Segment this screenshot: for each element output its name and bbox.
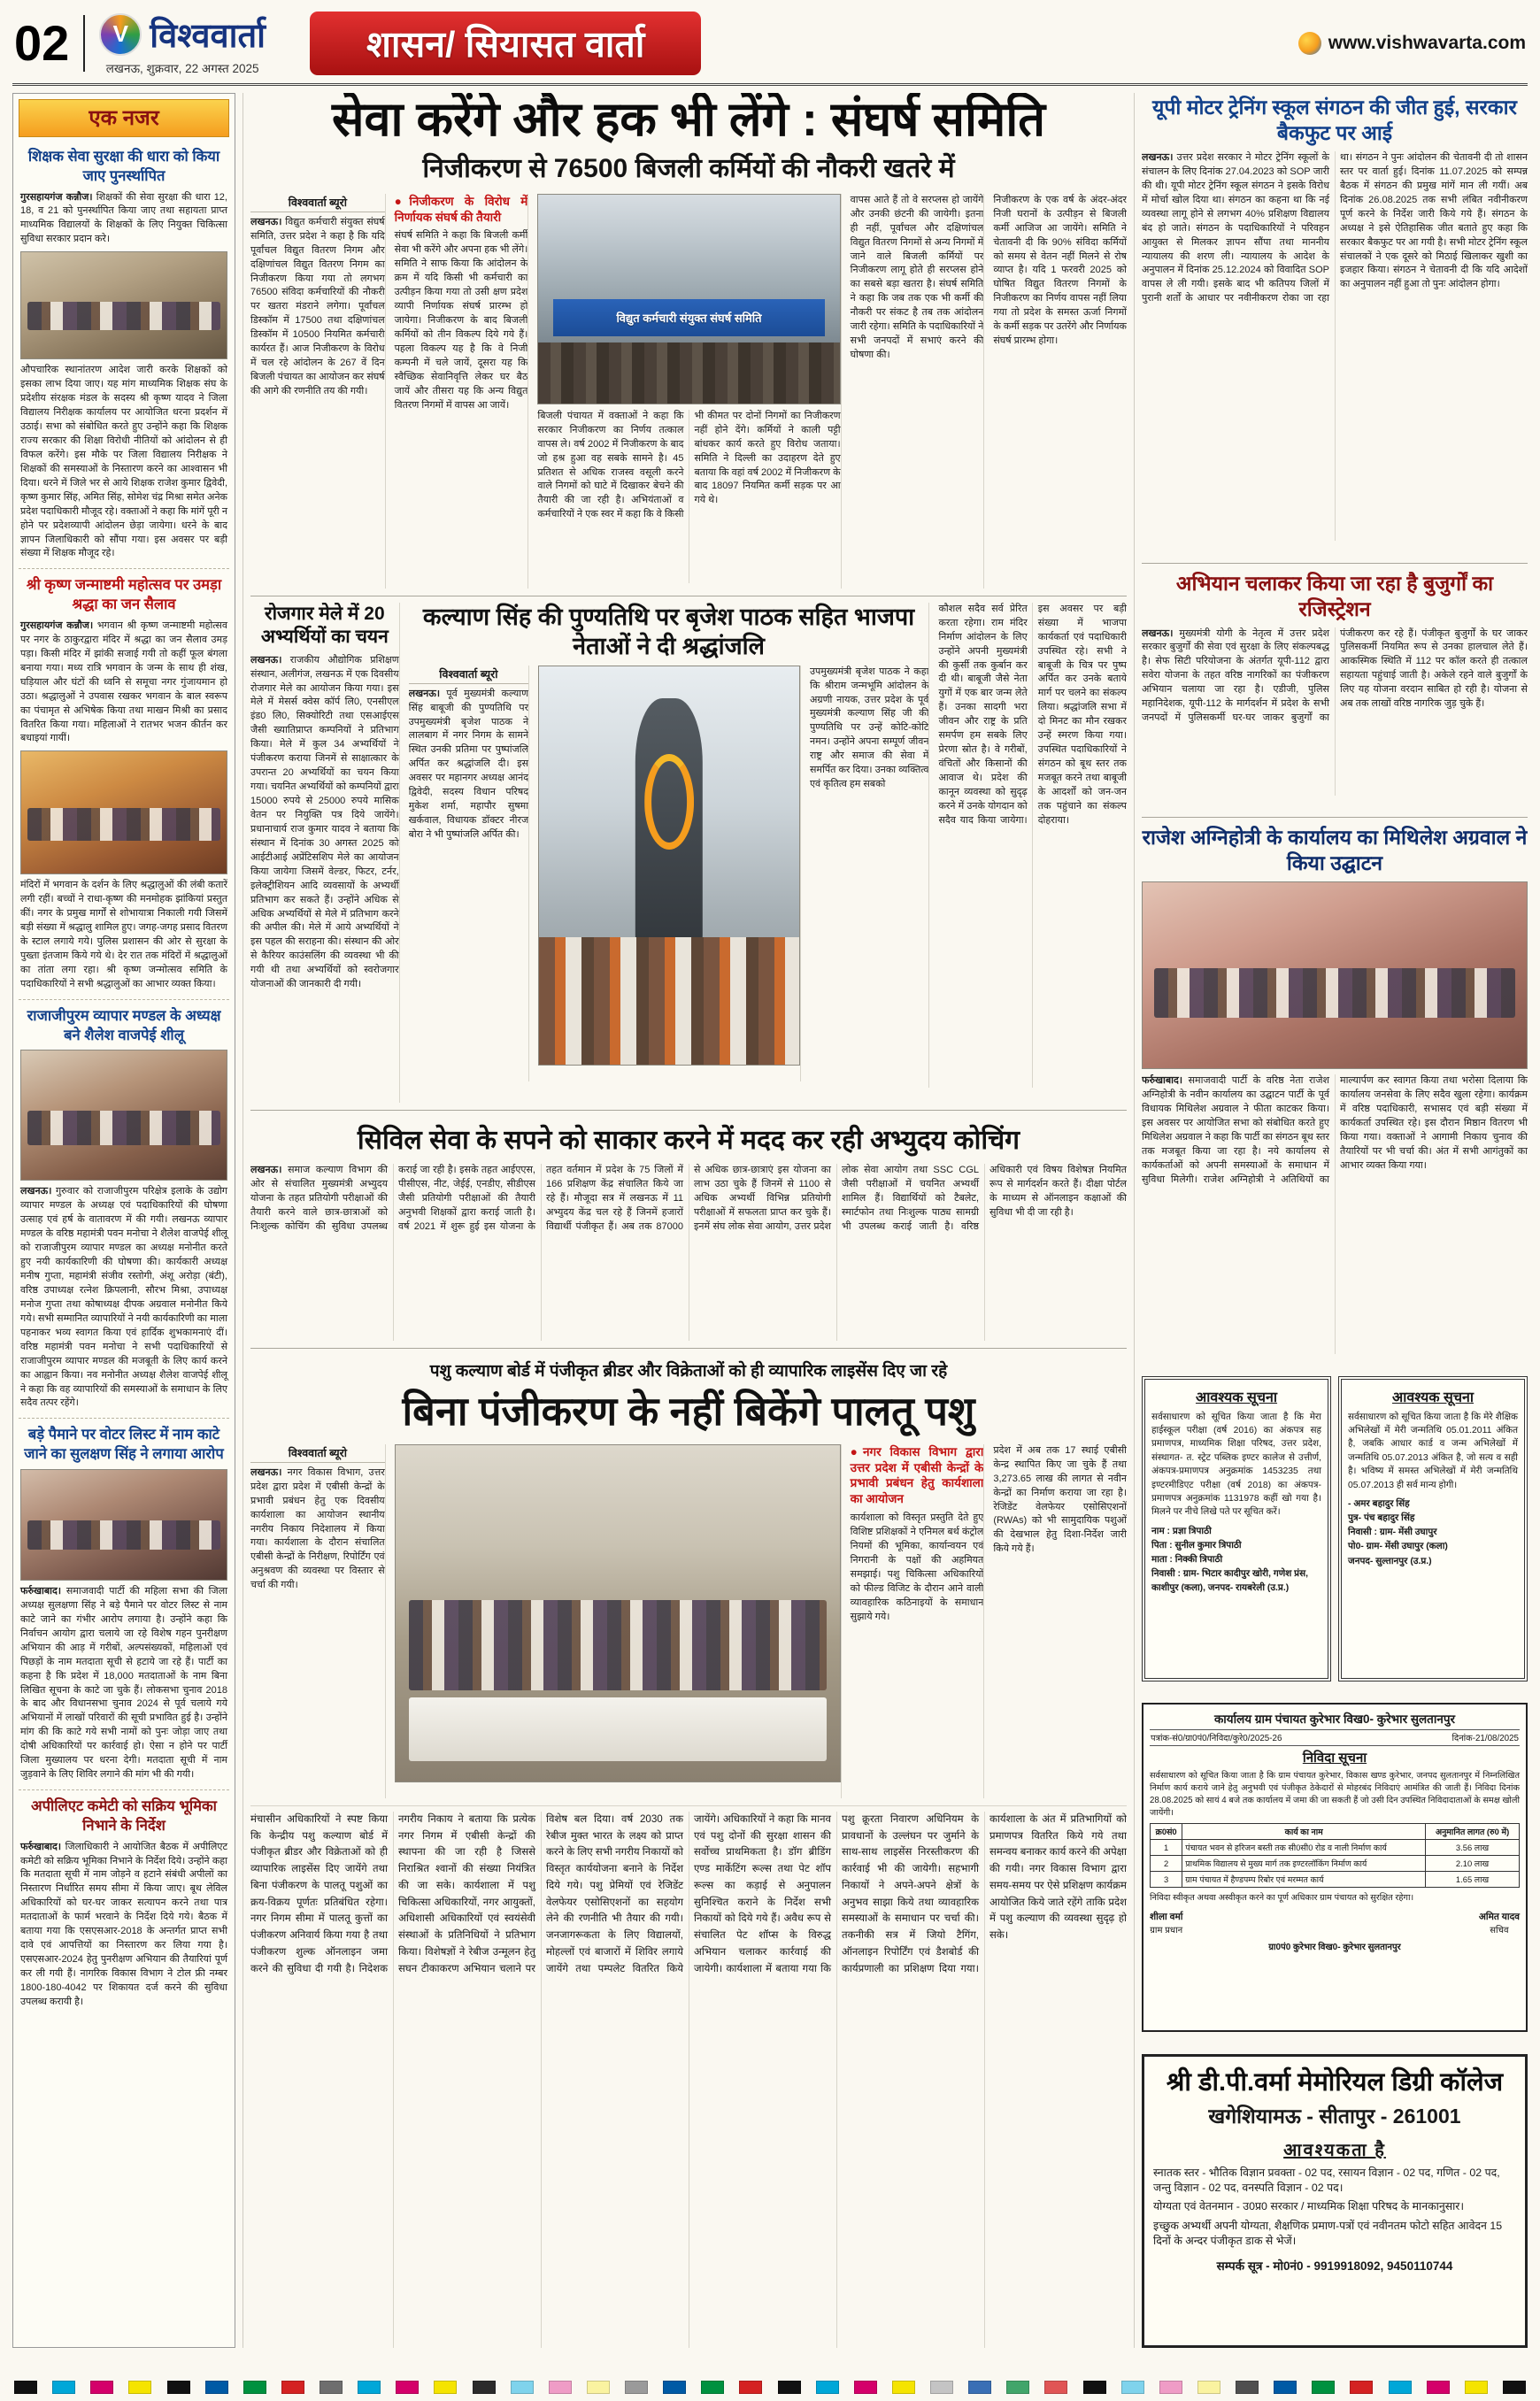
color-swatch — [968, 2381, 991, 2394]
photo-people-row — [1154, 968, 1515, 1019]
photo-abc-workshop-meeting — [395, 1444, 841, 1782]
color-swatch — [854, 2381, 877, 2394]
notice-line: माता : निक्की त्रिपाठी — [1151, 1555, 1223, 1566]
article-text-block — [1142, 1074, 1528, 1354]
color-swatch — [892, 2381, 915, 2394]
article-text: भगवान श्री कृष्ण जन्माष्टमी महोत्सव पर नगर के ठाकुरद्वारा मंदिर में श्रद्धा का जन सैलाव उमड़ पड़ा। किसी मंदिर में झांकी सजाई गयी तो कहीं फूल बंगला बनाया गया। मध्य रात्रि भगवान के जन्म के साथ ही शंख, घड़ियाल और घंटों की ध्वनि से समूचा नगर गुंजायमान हो उठा। श्रद्धालुओं ने उपवास रखकर भगवान के बाल स्वरूप का पंचामृत से अभिषेक किया तथा माखन मिश्री का प्रसाद वितरित किया गया। महिलाओं ने रातभर भजन कीर्तन कर बधाइयां गायीं। — [20, 619, 227, 744]
article-headline: अभियान चलाकर किया जा रहा है बुजुर्गों का रजिस्ट्रेशन — [1175, 571, 1494, 620]
kalyan-column-right — [800, 666, 928, 1081]
main-section — [243, 93, 1135, 2348]
color-swatch — [320, 2381, 343, 2394]
lead-photo-block — [527, 194, 840, 589]
office-inauguration-story — [1142, 817, 1528, 1354]
protest-banner-text: विद्युत कर्मचारी संयुक्त संघर्ष समिति — [616, 312, 762, 325]
table-cell: पंचायत भवन से हरिजन बस्ती तक सी0सी0 रोड व नाली निर्माण कार्य — [1182, 1840, 1426, 1856]
ad-requirement-line: योग्यता एवं वेतनमान - उ0प्र0 सरकार / माध्यमिक शिक्षा परिषद के मानकानुसार। — [1153, 2200, 1465, 2213]
pashu-photo-block — [385, 1444, 841, 1798]
photo-janmashtami-crowd — [20, 750, 227, 874]
dateline: लखनऊ। — [250, 216, 282, 227]
color-swatch — [128, 2381, 151, 2394]
article-text: नगर विकास विभाग, उत्तर प्रदेश द्वारा प्रदेश में एबीसी केन्द्रों के प्रभावी प्रबंधन हेतु एक दिवसीय कार्यशाला का आयोजन स्थानीय नगरीय निकाय निदेशालय में किया गया। कार्यशाला के दौरान संचालित एबीसी केन्द्रों के निरीक्षण, रिपोर्टिंग एवं अनुश्रवण की व्यवस्था पर विस्तार से चर्चा की गयी। — [250, 1466, 385, 1591]
color-swatch — [1121, 2381, 1144, 2394]
notice-line: पिता : सुनील कुमार त्रिपाठी — [1151, 1540, 1242, 1551]
pashu-body-bottom: मंचासीन अधिकारियों ने स्पष्ट किया कि केन्द्रीय पशु कल्याण बोर्ड में पंजीकृत ब्रीडर और विक्रेताओं को ही व्यापारिक लाइसेंस दिए जायेंगे तथा बिना पंजीकरण के पालतू पशुओं का क्रय-विक्रय पूर्णतः प्रतिबंधित रहेगा। नगर निगम सीमा में पालतू कुत्तों का पंजीकरण अनिवार्य किया गया है तथा पंजीकरण शुल्क ऑनलाइन जमा करने की सुविधा दी गयी है। निदेशक नगरीय निकाय ने बताया कि प्रत्येक नगर निगम में एबीसी केन्द्रों की स्थापना की जा रही है जिससे निराश्रित श्वानों की संख्या नियंत्रित की जा सके। कार्यशाला में पशु चिकित्सा अधिकारियों, नगर आयुक्तों, अधिशासी अधिकारियों एवं स्वयंसेवी संस्थाओं के प्रतिनिधियों ने प्रतिभाग किया। विशेषज्ञों ने रेबीज उन्मूलन हेतु सघन टीकाकरण अभियान चलाने पर विशेष बल दिया। वर्ष 2030 तक रेबीज मुक्त भारत के लक्ष्य को प्राप्त करने के लिए सभी नगरीय निकायों को विस्तृत कार्ययोजना बनाने के निर्देश दिये गये। पशु प्रेमियों एवं रेजिडेंट वेलफेयर एसोसिएशनों का सहयोग लेने की रणनीति भी तैयार की गयी। जनजागरूकता के लिए विद्यालयों, मोहल्लों एवं बाजारों में शिविर लगाये जायेंगे तथा पम्पलेट वितरित किये जायेंगे। अधिकारियों ने कहा कि मानव एवं पशु दोनों की सुरक्षा शासन की सर्वोच्च प्राथमिकता है। डॉग ब्रीडिंग एण्ड मार्केटिंग रूल्स तथा पेट शॉप रूल्स का कड़ाई से अनुपालन सुनिश्चित कराने के निर्देश सभी निकायों को दिये गये हैं। अवैध रूप से संचालित पेट शॉप्स के विरुद्ध अभियान चलाकर कार्रवाई की जायेगी। कार्यशाला में बताया गया कि पशु क्रूरता निवारण अधिनियम के प्रावधानों के उल्लंघन पर जुर्माने के साथ-साथ लाइसेंस निरस्तीकरण की कार्रवाई भी की जायेगी। सहभागी निकायों ने अपने-अपने क्षेत्रों के अनुभव साझा किये तथा व्यावहारिक समस्याओं के समाधान पर चर्चा की। तकनीकी सत्र में जियो टैगिंग, ऑनलाइन रिपोर्टिंग एवं डैशबोर्ड की कार्यप्रणाली का प्रशिक्षण दिया गया। कार्यशाला के अंत में प्रतिभागियों को प्रमाणपत्र वितरित किये गये तथा समन्वय बनाकर कार्य करने की अपेक्षा की गयी। नगर विकास विभाग द्वारा समय-समय पर ऐसे प्रशिक्षण कार्यक्रम आयोजित किये जाते रहेंगे ताकि प्रदेश में पशु कल्याण की व्यवस्था सुदृढ़ हो सके। — [250, 1805, 1127, 2348]
table-cell: 1 — [1151, 1840, 1182, 1856]
photo-people-row — [27, 302, 220, 330]
article-text: औपचारिक स्थानांतरण आदेश जारी करके शिक्षकों को इसका लाभ दिया जाए। यह मांग माध्यमिक शिक्षक संघ के प्रदेशीय संरक्षक मंडल के सदस्य श्री कृष्ण यादव ने जिला विद्यालय निरीक्षक कार्यालय पर आयोजित धरना प्रदर्शन में उठाई। सभा को संबोधित करते हुए उन्होंने कहा कि शिक्षक राज्य सरकार की शिक्षा विरोधी नीतियों को आंदोलन से ही विफल करेंगे। इस मौके पर जिला विद्यालय निरीक्षक ने शिक्षकों की समस्याओं के निस्तारण करने का आश्वासन भी दिया। धरने में जिले भर से आये शिक्षक राजेश कुमार द्विवेदी, कृष्ण कुमार सिंह, अमित सिंह, सोमेश चंद्र मिश्रा समेत अनेक प्रदेश पदाधिकारी मौजूद रहे। वक्ताओं ने कहा कि मांगें पूरी न होने पर प्रदेशव्यापी आंदोलन छेड़ा जायेगा। धरने के बाद ज्ञापन जिलाधिकारी को सौंपा गया। इस अवसर पर बड़ी संख्या में शिक्षक मौजूद रहे। — [20, 365, 227, 559]
story-kicker: पशु कल्याण बोर्ड में पंजीकृत ब्रीडर और विक्रेताओं को ही व्यापारिक लाइसेंस दिए जा रहे — [429, 1361, 948, 1381]
article-headline: श्री कृष्ण जन्माष्टमी महोत्सव पर उमड़ा श्रद्धा का जन सैलाव — [26, 577, 222, 613]
sidebar-section-header: एक नजर — [19, 99, 229, 137]
page-number: 02 — [14, 15, 70, 71]
ad-heading: आवश्यकता है — [1283, 2140, 1386, 2160]
website-url[interactable]: www.vishwavarta.com — [1328, 33, 1526, 53]
color-swatch — [1236, 2381, 1259, 2394]
protest-banner — [553, 299, 824, 336]
color-swatch — [701, 2381, 724, 2394]
color-swatch — [243, 2381, 266, 2394]
photo-office-inauguration — [1142, 881, 1528, 1069]
ad-requirement-line: स्नातक स्तर - भौतिक विज्ञान प्रवक्ता - 02 पद, रसायन विज्ञान - 02 पद, गणित - 02 पद, जन्तु विज्ञान - 02 पद, वनस्पति विज्ञान - 02 पद। — [1153, 2166, 1500, 2195]
photo-people-row — [539, 937, 799, 1065]
article-text: विद्युत कर्मचारी संयुक्त संघर्ष समिति, उत्तर प्रदेश ने कहा है कि यदि पूर्वांचल विद्युत वितरण निगम और दक्षिणांचल विद्युत वितरण निगम का निजीकरण किया गया तो लगभग 76500 संविदा कर्मचारियों की नौकरी पर खतरा मंडराने लगेगा। पूर्वांचल डिस्कॉम में 17500 तथा दक्षिणांचल डिस्कॉम में 10500 नियमित कर्मचारी कार्यरत हैं। आज निजीकरण के विरोध में चल रहे आंदोलन के 267 वें दिन बिजली पंचायत का आयोजन कर संघर्ष की आगे की रणनीति तय की गयी। — [250, 216, 385, 397]
color-swatch — [930, 2381, 953, 2394]
byline: विश्ववार्ता ब्यूरो — [250, 1445, 385, 1463]
notice-line: पो0- ग्राम- मेंसी उघापुर (कला) — [1348, 1542, 1448, 1552]
photo-people-row — [27, 1111, 220, 1145]
newspaper-logo — [99, 12, 266, 76]
article-text: निजीकरण के एक वर्ष के अंदर-अंदर निजी घरानों के उत्पीड़न से बिजली कर्मी आजिज आ जायेंगे। समिति ने चेतावनी दी कि 90% संविदा कर्मियों को समय से वेतन नहीं मिलने से रोष व्याप्त है। यदि 1 फरवरी 2025 को घोषित विद्युत वितरण निगमों के निजीकरण का निर्णय वापस नहीं लिया गया तो प्रदेश के समस्त ऊर्जा निगमों के कर्मी सड़क पर उतरेंगे और निर्णायक संघर्ष प्रारम्भ होगा। — [993, 194, 1127, 347]
lead-headline: सेवा करेंगे और हक भी लेंगे : संघर्ष समिति — [331, 93, 1046, 146]
lead-red-subhead: ●निजीकरण के विरोध में निर्णायक संघर्ष की तैयारी — [394, 194, 528, 224]
article-headline: रोजगार मेले में 20 अभ्यर्थियों का चयन — [260, 603, 389, 648]
table-cell: 3.56 लाख — [1426, 1840, 1520, 1856]
elderly-registration-story — [1142, 563, 1528, 796]
article-headline: कल्याण सिंह की पुण्यतिथि पर बृजेश पाठक सहित भाजपा नेताओं ने दी श्रद्धांजलि — [422, 603, 915, 659]
article-headline: सिविल सेवा के सपने को साकार करने में मदद कर रही अभ्युदय कोचिंग — [357, 1125, 1020, 1155]
tender-office: कार्यालय ग्राम पंचायत कुरेभार विख0- कुरेभार सुलतानपुर — [1213, 1712, 1456, 1727]
photo-women-protest — [20, 1469, 227, 1581]
color-swatch — [816, 2381, 839, 2394]
tender-table-head — [1151, 1824, 1520, 1840]
article-headline: राजेश अग्निहोत्री के कार्यालय का मिथिलेश अग्रवाल ने किया उद्घाटन — [1142, 826, 1528, 875]
table-cell: 1.65 लाख — [1426, 1872, 1520, 1888]
lead-story — [250, 95, 1127, 589]
advertiser-address: खगेशियामऊ - सीतापुर - 261001 — [1208, 2104, 1461, 2128]
newspaper-name: विश्ववार्ता — [150, 17, 266, 55]
sidebar-article-janmashtami — [19, 569, 229, 999]
dateline: गुरसहायगंज कन्नौज। — [20, 191, 93, 203]
article-text: उपमुख्यमंत्री बृजेश पाठक ने कहा कि श्रीराम जन्मभूमि आंदोलन के अग्रणी नायक, उत्तर प्रदेश के पूर्व मुख्यमंत्री कल्याण सिंह जी की पुण्यतिथि पर उन्हें कोटि-कोटि नमन। उन्होंने अपना सम्पूर्ण जीवन राष्ट्र और समाज की सेवा में समर्पित कर दिया। उनका व्यक्तित्व एवं कृतित्व हम सबको — [809, 666, 929, 790]
notice-title: आवश्यक सूचना — [1195, 1389, 1278, 1405]
article-headline: राजाजीपुरम व्यापार मण्डल के अध्यक्ष बने शैलेश वाजपेई शीलू — [27, 1007, 221, 1043]
table-header-cell: कार्य का नाम — [1182, 1824, 1426, 1840]
protest-crowd — [538, 342, 839, 403]
marigold-garland — [644, 754, 694, 850]
photo-bijli-panchayat-protest — [537, 194, 840, 404]
article-text: कार्यशाला को विस्तृत प्रस्तुति देते हुए विशिष्ट प्रशिक्षकों ने एनिमल बर्थ कंट्रोल नियमों की भूमिका, कार्यान्वयन एवं निगरानी के पक्षों की अहमियत समझाई। पशु चिकित्सा अधिकारियों को फील्ड विजिट के दौरान आने वाली व्यावहारिक कठिनाइयों के समाधान सुझाये गये। — [850, 1512, 984, 1622]
tender-notice — [1142, 1703, 1528, 2032]
brand-logo-icon: V — [99, 13, 142, 56]
public-notice-left — [1142, 1376, 1331, 1681]
color-swatch — [1312, 2381, 1335, 2394]
color-swatch — [90, 2381, 113, 2394]
color-calibration-bar — [14, 2381, 1526, 2394]
public-notices — [1142, 1376, 1528, 1681]
tender-text: सर्वसाधारण को सूचित किया जाता है कि ग्राम पंचायत कुरेभार, विकास खण्ड कुरेभार, जनपद सुलतानपुर में निम्नलिखित निर्माण कार्य कराये जाने हेतु अनुभवी एवं पंजीकृत ठेकेदारों से मोहरबंद निविदाएं आमंत्रित की जाती हैं। निविदा दिनांक 28.08.2025 को सायं 4 बजे तक कार्यालय में जमा की जा सकती हैं जो उसी दिन उपस्थित निविदादाताओं के समक्ष खोली जायेंगी। — [1150, 1771, 1520, 1818]
ad-details — [1153, 2166, 1516, 2250]
color-swatch — [511, 2381, 534, 2394]
color-swatch — [205, 2381, 228, 2394]
rojgar-mela-story — [250, 603, 399, 1103]
color-swatch — [625, 2381, 648, 2394]
signatory-name: शीला वर्मा — [1150, 1912, 1183, 1923]
tender-table — [1150, 1823, 1520, 1888]
sidebar-article-vyapar-mandal — [19, 1000, 229, 1420]
dateline: गुरसहायगंज कन्नौज। — [20, 619, 94, 631]
color-swatch — [1006, 2381, 1029, 2394]
pet-registration-story — [250, 1348, 1127, 2348]
pashu-column-1 — [250, 1444, 385, 1798]
kalyan-continuation: कौशल सदैव सर्व प्रेरित करता रहेगा। राम मंदिर निर्माण आंदोलन के लिए उन्होंने अपनी मुख्यमंत्री की कुर्सी तक कुर्बान कर दी थी। बाबूजी जैसे नेता युगों में एक बार जन्म लेते हैं। उनका सादगी भरा जीवन और राष्ट्र के प्रति समर्पण हम सबके लिए प्रेरणा स्रोत है। वे गरीबों, वंचितों और किसानों की आवाज थे। प्रदेश की कानून व्यवस्था को सुदृढ़ करने में उनके योगदान को सदैव याद किया जायेगा। इस अवसर पर बड़ी संख्या में भाजपा कार्यकर्ता एवं पदाधिकारी उपस्थित रहे। सभी ने बाबूजी के चित्र पर पुष्प अर्पित कर उनके बताये मार्ग पर चलने का संकल्प लिया। श्रद्धांजलि सभा में दो मिनट का मौन रखकर उन्हें स्मरण किया गया। उपस्थित पदाधिकारियों ने संगठन को बूथ स्तर तक मजबूत करने तथा बाबूजी के आदर्शों को जन-जन तक पहुंचाने का संकल्प दोहराया। — [928, 603, 1127, 1088]
photo-vyapar-mandal-group — [20, 1050, 227, 1181]
color-swatch — [1503, 2381, 1526, 2394]
article-text: पूर्व मुख्यमंत्री कल्याण सिंह बाबूजी की पुण्यतिथि पर उपमुख्यमंत्री बृजेश पाठक ने लालबाग में नगर निगम के सामने स्थित उनकी प्रतिमा पर पुष्पांजलि अर्पित कर श्रद्धांजलि दी। इस अवसर पर महानगर अध्यक्ष आनंद द्विवेदी, सदस्य विधान परिषद मुकेश शर्मा, महापौर सुषमा खर्कवाल, विधायक डॉक्टर नीरज बोरा ने भी पुष्पांजलि अर्पित की। — [408, 688, 529, 841]
color-swatch — [434, 2381, 457, 2394]
middle-band-2 — [250, 596, 1127, 1103]
color-swatch — [1427, 2381, 1450, 2394]
color-swatch — [1044, 2381, 1067, 2394]
globe-icon — [1298, 32, 1321, 55]
notice-details — [1348, 1497, 1518, 1569]
sidebar-article-teacher-service — [19, 141, 229, 569]
article-text-block — [1142, 151, 1528, 541]
article-text: समाजवादी पार्टी के वरिष्ठ नेता राजेश अग्निहोत्री के नवीन कार्यालय का उद्घाटन पार्टी के पूर्व विधायक मिथिलेश अग्रवाल ने फीता काटकर किया। इस अवसर पर आयोजित सभा को संबोधित करते हुए मिथिलेश अग्रवाल ने कहा कि पार्टी का संगठन बूथ स्तर तक मजबूत किया जा रहा है। नये कार्यालय से कार्यकर्ताओं को अपनी समस्याओं के समाधान में सुविधा मिलेगी। राजेश अग्निहोत्री ने अतिथियों का माल्यार्पण कर स्वागत किया तथा भरोसा दिलाया कि कार्यालय जनसेवा के लिए सदैव खुला रहेगा। कार्यक्रम में वरिष्ठ पदाधिकारी, सभासद एवं बड़ी संख्या में कार्यकर्ता उपस्थित रहे। इस दौरान मिष्ठान वितरण भी किया गया। वक्ताओं ने आगामी निकाय चुनाव की तैयारियों पर भी चर्चा की। अंत में सभी आगंतुकों का आभार व्यक्त किया गया। — [1142, 1075, 1528, 1185]
photo-people-row — [409, 1600, 827, 1691]
article-headline: शिक्षक सेवा सुरक्षा की धारा को किया जाए पुनर्स्थापित — [27, 149, 220, 184]
photo-kalyan-singh-statue-tribute — [538, 666, 800, 1066]
lead-column-5 — [841, 194, 984, 589]
notice-line: नाम : प्रज्ञा त्रिपाठी — [1151, 1526, 1212, 1536]
pashu-column-3 — [841, 1444, 984, 1798]
color-swatch — [396, 2381, 419, 2394]
article-text: गुरुवार को राजाजीपुरम परिक्षेत्र इलाके के उद्योग व्यापार मण्डल के अध्यक्ष एवं पदाधिकारियों की घोषणा उत्साह एवं हर्ष के वातावरण में की गयी। लखनऊ व्यापार मण्डल के वरिष्ठ महामंत्री पवन मनोचा ने शैलेश वाजपेई शीलू को राजाजीपुरम व्यापार मण्डल का अध्यक्ष मनोनीत करते हुए नयी कार्यकारिणी की घोषणा की। कार्यकारी अध्यक्ष मनीष गुप्ता, महामंत्री संजीव रस्तोगी, अंशू अरोड़ा (बंटी), वरिष्ठ उपाध्यक्ष रत्नेश क्रिपलानी, सौरभ मिश्रा, उपाध्यक्ष मनोज गुप्ता तथा कोषाध्यक्ष दीपक अग्रवाल मनोनीत किये गये। सभी सम्मानित व्यापारियों ने नयी कार्यकारिणी का माला पहनाकर भव्य स्वागत किया एवं हार्दिक शुभकामनाएं दीं। वरिष्ठ महामंत्री पवन मनोचा ने सभी पदाधिकारियों से राजाजीपुरम व्यापार मण्डल की मजबूती के लिए कार्य करने का आह्वान किया। नव मनोनीत अध्यक्ष शैलेश वाजपेई शीलू ने कहा कि वह व्यापारियों की समस्याओं के समाधान के लिए सदैव तत्पर रहेंगे। — [20, 1186, 227, 1409]
article-headline: अपीलिएट कमेटी को सक्रिय भूमिका निभाने के निर्देश — [31, 1798, 217, 1834]
article-text: संघर्ष समिति ने कहा कि बिजली कर्मी सेवा भी करेंगे और अपना हक भी लेंगे। समिति ने साफ किया कि आंदोलन के क्रम में यदि किसी भी कर्मचारी का उत्पीड़न किया गया तो उसी क्षण प्रदेश व्यापी निर्णायक संघर्ष प्रारम्भ हो जायेगा। निजीकरण के बाद बिजली कर्मियों को तीन विकल्प दिये गये हैं। पहला विकल्प यह है कि वे निजी कम्पनी में चले जायें, दूसरा यह कि स्वैच्छिक सेवानिवृत्ति लेकर घर बैठ जायें और तीसरा यह कि अन्य विद्युत वितरण निगमों में वापस आ जायें। — [394, 230, 528, 411]
tender-table-body — [1151, 1840, 1520, 1888]
article-text: जिलाधिकारी ने आयोजित बैठक में अपीलिएट कमेटी को सक्रिय भूमिका निभाने के निर्देश दिये। उन्होंने कहा कि मतदाता सूची में नाम जोड़ने व हटाने संबंधी अपीलों का निस्तारण निर्धारित समय सीमा में किया जाए। बूथ लेविल अधिकारियों को घर-घर जाकर सत्यापन करने तथा पात्र मतदाताओं के फार्म भरवाने के निर्देश दिये गये। बैठक में बताया गया कि एसएसआर-2018 के अन्तर्गत प्राप्त सभी दावे एवं आपत्तियों का निस्तारण कर लिया गया है। एसएसआर-2024 हेतु पुनरीक्षण अभियान की तैयारियां पूर्ण कर ली गयी हैं। नागरिक विकास विभाग ने टोल फ्री नम्बर 1800-180-4042 पर शिकायत दर्ज करने की सुविधा उपलब्ध करायी है। — [20, 1841, 227, 2007]
article-text: मंदिरों में भगवान के दर्शन के लिए श्रद्धालुओं की लंबी कतारें लगी रहीं। बच्चों ने राधा-कृष्ण की मनमोहक झांकियां प्रस्तुत कीं। नगर के प्रमुख मार्गों से शोभायात्रा निकाली गयी जिसमें बड़ी संख्या में श्रद्धालु शामिल हुए। जगह-जगह प्रसाद वितरण के स्टाल लगाये गये। पुलिस प्रशासन की ओर से सुरक्षा के पुख्ता इंतजाम किये गये थे। देर रात तक मंदिरों में श्रद्धालुओं का तांता लगा रहा। श्री कृष्ण जन्मोत्सव समिति के पदाधिकारियों ने सभी श्रद्धालुओं का आभार व्यक्त किया। — [20, 880, 227, 989]
article-text: मुख्यमंत्री योगी के नेतृत्व में उत्तर प्रदेश सरकार बुजुर्गों की सेवा एवं सुरक्षा के लिए संकल्पबद्ध है। सेफ सिटी परियोजना के अंतर्गत यूपी-112 द्वारा सवेरा योजना के तहत वरिष्ठ नागरिकों का पंजीकरण अभियान चलाया जा रहा है। एडीजी, पुलिस महानिदेशक, यूपी-112 के मार्गदर्शन में प्रदेश के सभी जनपदों में पुलिसकर्मी घर-घर जाकर बुजुर्गों का पंजीकरण कर रहे हैं। पंजीकृत बुजुर्गों के घर जाकर पुलिसकर्मी नियमित रूप से उनका हालचाल लेते हैं। आकस्मिक स्थिति में 112 पर कॉल करते ही तत्काल सहायता पहुंचाई जाती है। अकेले रहने वाले बुजुर्गों के लिए यह योजना वरदान साबित हो रही है। योजना से अब तक लाखों वरिष्ठ नागरिक जुड़ चुके हैं। — [1142, 627, 1528, 724]
dateline: लखनऊ। — [250, 1164, 282, 1175]
signatory-role: सचिव — [1490, 1926, 1509, 1936]
color-swatch — [167, 2381, 190, 2394]
article-text-block — [250, 1164, 1127, 1341]
color-swatch — [1083, 2381, 1106, 2394]
meeting-table-strip — [409, 1697, 827, 1761]
right-column — [1142, 93, 1528, 2348]
ad-requirement-line: इच्छुक अभ्यर्थी अपनी योग्यता, शैक्षणिक प्रमाण-पत्रों एवं नवीनतम फोटो सहित आवेदन 15 दिनों के अन्दर पंजीकृत डाक से भेजें। — [1153, 2219, 1503, 2248]
table-cell: ग्राम पंचायत में हैण्डपम्प रिबोर एवं मरम्मत कार्य — [1182, 1872, 1426, 1888]
article-text: शिक्षकों की सेवा सुरक्षा की धारा 12, 18, व 21 को पुनर्स्थापित किया जाए तथा सहायता प्राप्त माध्यमिक विद्यालयों के शिक्षकों के लिए नियुक्त चिकित्सा सुविधा सरकार प्रदान करे। — [20, 191, 227, 245]
table-cell: 3 — [1151, 1872, 1182, 1888]
article-headline: यूपी मोटर ट्रेनिंग स्कूल संगठन की जीत हुई, सरकार बैकफुट पर आई — [1152, 96, 1517, 144]
signatory-name: अमित यादव — [1478, 1912, 1520, 1923]
kalyan-photo-block — [528, 666, 800, 1081]
ad-contact: सम्पर्क सूत्र - मो0नं0 - 9919918092, 9450110744 — [1216, 2259, 1453, 2273]
article-headline: बड़े पैमाने पर वोटर लिस्ट में नाम काटे जाने का सुलक्षण सिंह ने लगाया आरोप — [24, 1427, 224, 1463]
notice-details — [1151, 1525, 1321, 1597]
color-swatch — [1465, 2381, 1488, 2394]
dateline: फर्रुखाबाद। — [20, 1841, 62, 1852]
edition-dateline: लखनऊ, शुक्रवार, 22 अगस्त 2025 — [105, 61, 259, 75]
color-swatch — [663, 2381, 686, 2394]
color-swatch — [778, 2381, 801, 2394]
color-swatch — [1350, 2381, 1373, 2394]
tender-footer: ग्रा0पं0 कुरेभार विख0- कुरेभार सुलतानपुर — [1268, 1943, 1401, 1953]
college-advertisement — [1142, 2054, 1528, 2348]
section-banner: शासन/ सियासत वार्ता — [310, 12, 701, 75]
tender-date: दिनांक-21/08/2025 — [1451, 1734, 1519, 1744]
notice-title: आवश्यक सूचना — [1391, 1389, 1475, 1405]
color-swatch — [52, 2381, 75, 2394]
color-swatch — [473, 2381, 496, 2394]
lead-subheadline: निजीकरण से 76500 बिजली कर्मियों की नौकरी खतरे में — [422, 153, 955, 183]
table-header-cell: क्र0सं0 — [1151, 1824, 1182, 1840]
table-cell: 2.10 लाख — [1426, 1856, 1520, 1872]
ek-nazar-sidebar — [12, 93, 235, 2348]
public-notice-right — [1338, 1376, 1528, 1681]
notice-line: - अमर बहादुर सिंह — [1348, 1499, 1410, 1510]
lead-column-6 — [983, 194, 1127, 589]
dateline: लखनऊ। — [250, 1466, 282, 1478]
color-swatch — [358, 2381, 381, 2394]
table-row — [1151, 1872, 1520, 1888]
sidebar-article-voter-list — [19, 1419, 229, 1790]
photo-people-row — [27, 808, 220, 841]
article-text: समाज कल्याण विभाग की ओर से संचालित मुख्यमंत्री अभ्युदय योजना के तहत प्रतियोगी परीक्षाओं की तैयारी करने वाले छात्र-छात्राओं को निःशुल्क कोचिंग की सुविधा उपलब्ध कराई जा रही है। इसके तहत आईएएस, पीसीएस, नीट, जेईई, एनडीए, सीडीएस जैसी प्रतियोगी परीक्षाओं की तैयारी अनुभवी शिक्षकों द्वारा कराई जाती है। वर्ष 2021 में शुरू हुई इस योजना के तहत वर्तमान में प्रदेश के 75 जिलों में 166 प्रशिक्षण केंद्र संचालित किये जा रहे हैं। मौजूदा सत्र में लखनऊ में 11 अभ्युदय केंद्र चल रहे हैं जिनमें हजारों विद्यार्थी पंजीकृत हैं। अब तक 87000 से अधिक छात्र-छात्राएं इस योजना का लाभ उठा चुके हैं जिनमें से 1100 से अधिक अभ्यर्थी विभिन्न प्रतियोगी परीक्षाओं में सफलता प्राप्त कर चुके हैं। इनमें संघ लोक सेवा आयोग, उत्तर प्रदेश लोक सेवा आयोग तथा SSC CGL जैसी परीक्षाओं में चयनित अभ्यर्थी शामिल हैं। विद्यार्थियों को टैबलेट, स्मार्टफोन तथा निःशुल्क पाठ्य सामग्री भी उपलब्ध कराई जाती है। वरिष्ठ अधिकारी एवं विषय विशेषज्ञ नियमित रूप से मार्गदर्शन करते हैं। दीक्षा पोर्टल के माध्यम से ऑनलाइन कक्षाओं की सुविधा भी दी जा रही है। — [250, 1164, 1127, 1232]
lead-column-1 — [250, 194, 385, 589]
lead-column-2 — [385, 194, 528, 589]
kalyan-column-left — [409, 666, 528, 1081]
pashu-red-subhead: ●नगर विकास विभाग द्वारा उत्तर प्रदेश में एबीसी केन्द्रों के प्रभावी प्रबंधन हेतु कार्यशाला का आयोजन — [850, 1444, 984, 1506]
color-swatch — [281, 2381, 304, 2394]
color-swatch — [1159, 2381, 1182, 2394]
masthead-divider — [83, 15, 85, 72]
notice-text: सर्वसाधारण को सूचित किया जाता है कि मेरे शैक्षिक अभिलेखों में मेरी जन्मतिथि 05.01.2011 अंकित है, जबकि आधार कार्ड व जन्म अभिलेखों में जन्मतिथि 05.07.2013 अंकित है, जो सत्य व सही है। भविष्य में समस्त अभिलेखों में मेरी जन्मतिथि 05.07.2013 ही सर्व मान्य होगी। — [1348, 1412, 1518, 1490]
color-swatch — [14, 2381, 37, 2394]
tender-title: निविदा सूचना — [1302, 1751, 1367, 1766]
notice-line: जनपद- सुल्तानपुर (उ.प्र.) — [1348, 1556, 1432, 1566]
abhyuday-coaching-story — [250, 1110, 1127, 1341]
advertiser-name: श्री डी.पी.वर्मा मेमोरियल डिग्री कॉलेज — [1166, 2067, 1504, 2097]
dateline: लखनऊ। — [408, 688, 441, 699]
byline: विश्ववार्ता ब्यूरो — [409, 666, 528, 684]
motor-training-story — [1142, 93, 1528, 541]
page-content — [0, 86, 1540, 2348]
table-cell: 2 — [1151, 1856, 1182, 1872]
kalyan-singh-tribute-story — [399, 603, 929, 1103]
website-link[interactable] — [1298, 32, 1526, 55]
notice-line: निवासी : ग्राम- भिटार कादीपुर खोरी, गणेश प्रंस, काशीपुर (कला), जनपद- रायबरेली (उ.प्र.) — [1151, 1569, 1309, 1594]
photo-teachers-dharna — [20, 251, 227, 359]
notice-line: पुत्र- पंच बहादुर सिंह — [1348, 1513, 1415, 1524]
tender-reference: पत्रांक-सं0/ग्रा0पं0/निविदा/कुरे0/2025-26 — [1151, 1734, 1282, 1744]
table-row — [1151, 1840, 1520, 1856]
sidebar-article-appellate-committee — [19, 1790, 229, 2017]
byline: विश्ववार्ता ब्यूरो — [250, 195, 385, 212]
color-swatch — [549, 2381, 572, 2394]
signatory-role: ग्राम प्रधान — [1150, 1926, 1183, 1936]
dateline: फर्रुखाबाद। — [1142, 1075, 1183, 1087]
color-swatch — [1389, 2381, 1412, 2394]
photo-people-row — [27, 1520, 220, 1550]
dateline: लखनऊ। — [1142, 627, 1174, 639]
article-text: समाजवादी पार्टी की महिला सभा की जिला अध्यक्ष सुलक्षणा सिंह ने बड़े पैमाने पर वोटर लिस्ट से नाम काटे जाने का गंभीर आरोप लगाया है। उन्होंने कहा कि निर्वाचन आयोग द्वारा चलाये जा रहे विशेष गहन पुनरीक्षण अभियान की आड़ में गरीबों, अल्पसंख्यकों, महिलाओं एवं पिछड़ों के नाम मतदाता सूची से हटाये जा रहे हैं। पार्टी का कहना है कि प्रदेश में 18,000 मतदाताओं के नाम बिना लिखित सूचना के काटे जा चुके हैं। लोकसभा चुनाव 2018 के बाद और विधानसभा चुनाव 2024 से पूर्व चलाये गये अभियानों में लाखों परिवारों की सूची प्रभावित हुई है। उन्होंने मांग की कि काटे गये सभी नामों को पुनः जोड़ा जाए तथा दोषी अधिकारियों पर कार्रवाई हो। ऐसा न होने पर पार्टी जिला मुख्यालय पर धरना देगी। मतदाता सूची में नाम जुड़वाने के लिए शिविर लगाने की मांग भी की गयी। — [20, 1585, 228, 1781]
dateline: लखनऊ। — [250, 654, 282, 666]
table-cell: प्राथमिक विद्यालय से मुख्य मार्ग तक इण्टरलॉकिंग निर्माण कार्य — [1182, 1856, 1426, 1872]
notice-text: सर्वसाधारण को सूचित किया जाता है कि मेरा हाईस्कूल परीक्षा (वर्ष 2016) का अंकपत्र सह प्रमाणपत्र, माध्यमिक शिक्षा परिषद, उत्तर प्रदेश, संस्थागत- त. स्ट्रेट पब्लिक इण्टर कालेज से उत्तीर्ण, अंकपत्र-प्रमाणपत्र अनुक्रमांक 1453235 तथा इण्टरमीडिएट परीक्षा (वर्ष 2018) का अंकपत्र-प्रमाणपत्र अनुक्रमांक 1131978 कहीं खो गया है। मिलने पर नीचे लिखे पते पर सूचित करें। — [1151, 1412, 1321, 1518]
tender-note: निविदा स्वीकृत अथवा अस्वीकृत करने का पूर्ण अधिकार ग्राम पंचायत को सुरक्षित रहेगा। — [1150, 1893, 1414, 1904]
signatory-pradhan — [1150, 1911, 1182, 1935]
article-text-block — [1142, 627, 1528, 796]
dateline: लखनऊ। — [20, 1186, 52, 1197]
table-row — [1151, 1856, 1520, 1872]
article-text: प्रदेश में अब तक 17 स्थाई एबीसी केन्द्र स्थापित किए जा चुके हैं तथा 3,273.65 लाख की लागत से नवीन केन्द्रों का निर्माण कराया जा रहा है। रेजिडेंट वेलफेयर एसोसिएशनों (RWAs) को भी सामुदायिक पशुओं की देखभाल हेतु दिशा-निर्देश जारी किये गये हैं। — [993, 1444, 1127, 1555]
article-text: राजकीय औद्योगिक प्रशिक्षण संस्थान, अलीगंज, लखनऊ में एक दिवसीय रोजगार मेले का आयोजन किया गया। इस मेले में मेसर्स क्वेस कॉर्प लि0, एनसीएल इंड0 लि0, सिक्योरिटी तथा एसआईएस जैसी ख्यातिप्राप्त कम्पनियों ने प्रतिभाग किया। मेले में कुल 34 अभ्यर्थियों ने पंजीकरण कराया जिनमें से साक्षात्कार के उपरान्त 20 अभ्यर्थियों का चयन किया गया। चयनित अभ्यर्थियों को कम्पनियों द्वारा 15000 रुपये से 25000 रुपये मासिक वेतन पर नियुक्ति पत्र दिये जायेंगे। प्रधानाचार्य राज कुमार यादव ने बताया कि संस्थान में दिनांक 30 अगस्त 2025 को आईटीआई अप्रेंटिसशिप मेले का आयोजन किया जायेगा जिसमें वेल्डर, फिटर, टर्नर, इलेक्ट्रीशियन आदि व्यवसायों के अभ्यर्थी प्रतिभाग कर सकते हैं। उन्होंने अधिक से अधिक अभ्यर्थियों से मेले में प्रतिभाग करने की अपील की। मेले में आये अभ्यर्थियों ने इस पहल की सराहना की। संस्थान की ओर से कैरियर काउंसलिंग की व्यवस्था भी की गयी थी तथा अभ्यर्थियों को स्वरोजगार योजनाओं की जानकारी दी गयी। — [250, 654, 399, 990]
color-swatch — [1274, 2381, 1297, 2394]
masthead — [0, 0, 1540, 83]
dateline: फर्रुखाबाद। — [20, 1585, 62, 1597]
signatory-sachiv — [1479, 1911, 1520, 1935]
notice-line: निवासी : ग्राम- मेंसी उघापुर — [1348, 1528, 1437, 1538]
article-text: बिजली पंचायत में वक्ताओं ने कहा कि सरकार निजीकरण का निर्णय तत्काल वापस ले। वर्ष 2002 में निजीकरण के बाद जो हश्र हुआ वह सबके सामने है। 45 प्रतिशत से अधिक राजस्व वसूली करने वाले निगमों को घाटे में दिखाकर बेचने की तैयारी की जा रही है। अभियंताओं व कर्मचारियों ने एक स्वर में कहा कि वे किसी भी कीमत पर दोनों निगमों का निजीकरण नहीं होने देंगे। कर्मियों ने काली पट्टी बांधकर कार्य करते हुए विरोध जताया। समिति ने दिल्ली का उदाहरण देते हुए बताया कि वहां वर्ष 2002 में निजीकरण के बाद 18097 नियमित कर्मी सड़क पर आ गये थे। — [537, 410, 841, 520]
article-text: वापस आते हैं तो वे सरप्लस हो जायेंगे और उनकी छंटनी की जायेगी। इतना ही नहीं, पूर्वांचल और दक्षिणांचल विद्युत वितरण निगमों से अन्य निगमों में जाने वाले बिजली कर्मियों पर निजीकरण लागू होते ही सरप्लस होने का सबसे बड़ा खतरा है। संघर्ष समिति ने कहा कि जब तक एक भी कर्मी की नौकरी पर संकट है तब तक आंदोलन जारी रहेगा। समिति के पदाधिकारियों ने सभी जनपदों में सभाएं करने की घोषणा की। — [850, 194, 984, 361]
color-swatch — [587, 2381, 610, 2394]
color-swatch — [1197, 2381, 1220, 2394]
article-headline: बिना पंजीकरण के नहीं बिकेंगे पालतू पशु — [402, 1388, 975, 1434]
pashu-column-4 — [983, 1444, 1127, 1798]
dateline: लखनऊ। — [1142, 151, 1174, 163]
article-text: उत्तर प्रदेश सरकार ने मोटर ट्रेनिंग स्कूलों के संचालन के लिए दिनांक 27.04.2023 को SOP जारी की थी। यूपी मोटर ट्रेनिंग स्कूल संगठन ने इसके विरोध में मोर्चा खोल दिया था। संगठन का कहना था कि नई व्यवस्था लागू होने से लगभग 40% प्रशिक्षण विद्यालय बंद हो जाते। संगठन के पदाधिकारियों ने परिवहन आयुक्त से मिलकर ज्ञापन सौंपा तथा माननीय न्यायालय की शरण ली। न्यायालय के आदेश के अनुपालन में दिनांक 25.12.2024 को विवादित SOP वापस ले ली गयी। इसके बाद भी कतिपय जिलों में पुरानी शर्तों के आधार पर नवीनीकरण रोका जा रहा था। संगठन ने पुनः आंदोलन की चेतावनी दी तो शासन स्तर पर वार्ता हुई। दिनांक 11.07.2025 को सम्पन्न बैठक में संगठन की प्रमुख मांगें मान ली गयीं। अब दिनांक 26.08.2025 तक सभी लंबित नवीनीकरण पूर्ण करने के निर्देश जारी किये गये हैं। संगठन के अध्यक्ष ने इसे ऐतिहासिक जीत बताते हुए कहा कि सरकार बैकफुट पर आ गयी है। सभी मोटर ट्रेनिंग स्कूल संचालकों ने एक दूसरे को मिठाई खिलाकर खुशी का इजहार किया। संगठन ने चेतावनी दी कि यदि आदेशों का अनुपालन नहीं हुआ तो पुनः आंदोलन होगा। — [1142, 151, 1528, 304]
color-swatch — [739, 2381, 762, 2394]
table-header-cell: अनुमानित लागत (रु0 में) — [1426, 1824, 1520, 1840]
